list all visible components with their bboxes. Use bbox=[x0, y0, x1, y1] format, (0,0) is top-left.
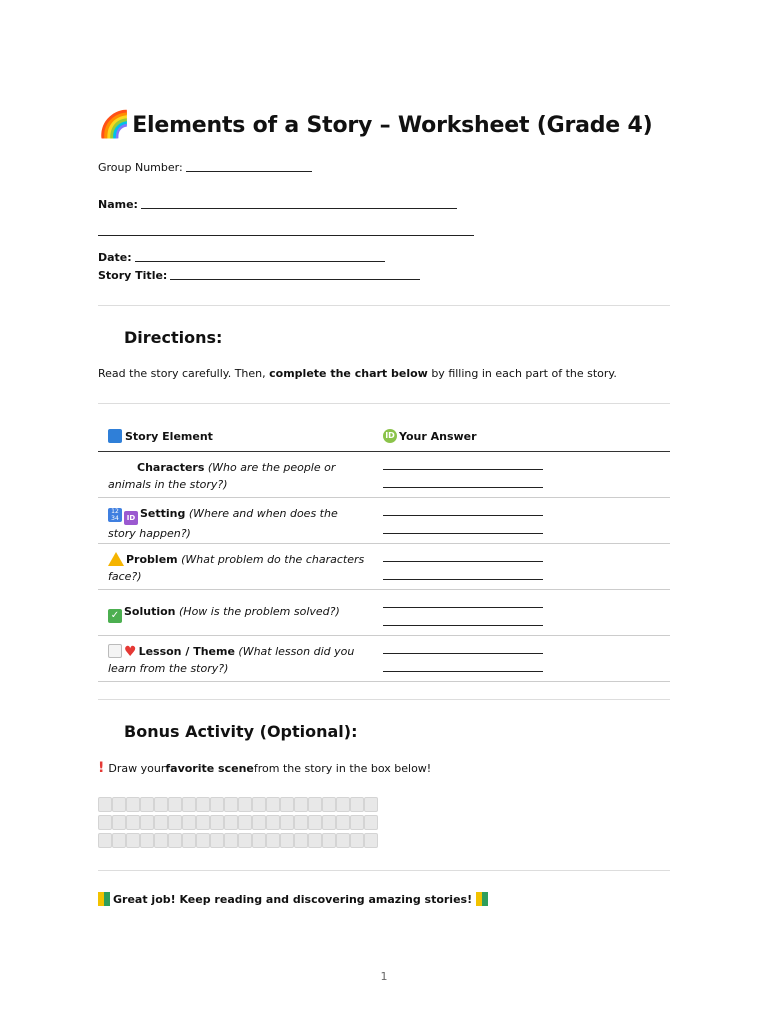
group-number-field bbox=[98, 161, 312, 174]
drawing-box-row bbox=[98, 797, 382, 812]
bonus-text bbox=[98, 760, 431, 776]
row-problem-question bbox=[108, 551, 368, 585]
answer-line[interactable] bbox=[383, 515, 543, 516]
table-header bbox=[98, 424, 670, 452]
drawing-tile bbox=[308, 797, 322, 812]
drawing-tile bbox=[196, 797, 210, 812]
page-number: 1 bbox=[380, 970, 388, 983]
drawing-tile bbox=[224, 833, 238, 848]
drawing-tile bbox=[154, 833, 168, 848]
drawing-tile bbox=[154, 797, 168, 812]
page-title bbox=[98, 110, 652, 140]
drawing-tile bbox=[126, 833, 140, 848]
row-prompt: (What problem do the characters face?) bbox=[108, 553, 365, 583]
rainbow-icon: 🌈 bbox=[98, 110, 131, 140]
row-lesson-question bbox=[108, 643, 368, 677]
drawing-tile bbox=[280, 797, 294, 812]
drawing-tile bbox=[336, 797, 350, 812]
story-elements-table bbox=[98, 424, 670, 682]
name-line[interactable] bbox=[141, 207, 457, 209]
drawing-tile bbox=[322, 797, 336, 812]
group-number-line[interactable] bbox=[186, 170, 312, 172]
drawing-tile bbox=[112, 833, 126, 848]
drawing-tile bbox=[168, 797, 182, 812]
table-row bbox=[98, 498, 670, 544]
drawing-tile bbox=[140, 833, 154, 848]
drawing-tile bbox=[168, 815, 182, 830]
drawing-tile bbox=[252, 815, 266, 830]
bonus-text-start: Draw your bbox=[108, 761, 166, 775]
name-label: Name: bbox=[98, 198, 138, 211]
row-label: Lesson / Theme bbox=[138, 645, 235, 658]
story-title-field bbox=[98, 269, 420, 282]
blue-square-icon bbox=[108, 429, 122, 443]
drawing-tile bbox=[252, 833, 266, 848]
row-label: Setting bbox=[140, 507, 186, 520]
row-characters-question bbox=[108, 459, 368, 493]
drawing-tile bbox=[280, 815, 294, 830]
group-number-label: Group Number: bbox=[98, 161, 183, 174]
drawing-tile bbox=[322, 833, 336, 848]
drawing-tile bbox=[322, 815, 336, 830]
story-title-label: Story Title: bbox=[98, 269, 168, 282]
answer-line[interactable] bbox=[383, 671, 543, 672]
header-your-answer bbox=[383, 429, 477, 443]
divider bbox=[98, 305, 670, 306]
bonus-text-bold: favorite scene bbox=[165, 761, 254, 775]
drawing-tile bbox=[252, 797, 266, 812]
drawing-tile bbox=[126, 815, 140, 830]
drawing-tile bbox=[168, 833, 182, 848]
drawing-box-row bbox=[98, 833, 382, 848]
drawing-tile bbox=[350, 797, 364, 812]
drawing-tile bbox=[126, 797, 140, 812]
drawing-tile bbox=[308, 833, 322, 848]
beginner-leaf-icon bbox=[98, 892, 110, 906]
header-story-element-label: Story Element bbox=[125, 429, 213, 443]
drawing-tile bbox=[364, 833, 378, 848]
drawing-tile bbox=[294, 815, 308, 830]
drawing-tile bbox=[112, 815, 126, 830]
drawing-tile bbox=[266, 833, 280, 848]
drawing-tile bbox=[196, 815, 210, 830]
drawing-tile bbox=[280, 833, 294, 848]
row-label: Problem bbox=[126, 553, 178, 566]
row-label: Solution bbox=[124, 605, 176, 618]
drawing-tile bbox=[98, 833, 112, 848]
bonus-heading: Bonus Activity (Optional): bbox=[124, 722, 358, 741]
drawing-tile bbox=[140, 797, 154, 812]
exclamation-icon: ! bbox=[98, 760, 105, 776]
drawing-tile bbox=[210, 815, 224, 830]
drawing-box[interactable] bbox=[98, 797, 382, 850]
drawing-tile bbox=[238, 797, 252, 812]
divider bbox=[98, 403, 670, 404]
bonus-text-end: from the story in the box below! bbox=[253, 761, 432, 775]
header-story-element bbox=[108, 429, 213, 443]
header-your-answer-label: Your Answer bbox=[399, 429, 477, 443]
table-row bbox=[98, 544, 670, 590]
drawing-tile bbox=[294, 833, 308, 848]
drawing-tile bbox=[140, 815, 154, 830]
page-title-text: Elements of a Story – Worksheet (Grade 4) bbox=[132, 112, 653, 138]
row-solution-question bbox=[108, 603, 368, 623]
name-field bbox=[98, 198, 457, 211]
numbers-icon: 12 34 bbox=[108, 508, 122, 522]
drawing-tile bbox=[266, 815, 280, 830]
drawing-tile bbox=[364, 797, 378, 812]
drawing-tile bbox=[308, 815, 322, 830]
row-label: Characters bbox=[137, 461, 205, 474]
drawing-tile bbox=[224, 815, 238, 830]
drawing-box-row bbox=[98, 815, 382, 830]
warning-icon bbox=[108, 552, 124, 566]
answer-line[interactable] bbox=[383, 469, 543, 470]
drawing-tile bbox=[196, 833, 210, 848]
drawing-tile bbox=[364, 815, 378, 830]
table-row bbox=[98, 636, 670, 682]
check-mark-icon: ✓ bbox=[108, 609, 122, 623]
row-prompt: (Who are the people or animals in the story?) bbox=[108, 461, 336, 491]
green-circle-icon: ID bbox=[383, 429, 397, 443]
answer-line[interactable] bbox=[383, 607, 543, 608]
drawing-tile bbox=[350, 815, 364, 830]
drawing-tile bbox=[154, 815, 168, 830]
row-prompt: (What lesson did you learn from the story?) bbox=[108, 645, 355, 675]
blank-line[interactable] bbox=[98, 234, 474, 236]
divider bbox=[98, 870, 670, 871]
drawing-tile bbox=[112, 797, 126, 812]
drawing-tile bbox=[224, 797, 238, 812]
row-prompt: (How is the problem solved?) bbox=[179, 605, 340, 618]
directions-text-bold: complete the chart below bbox=[269, 367, 428, 380]
encouragement-text: Great job! Keep reading and discovering amazing stories! bbox=[113, 892, 473, 906]
directions-text bbox=[98, 367, 617, 380]
heart-icon: ♥ bbox=[124, 644, 137, 660]
answer-line[interactable] bbox=[383, 533, 543, 534]
table-row bbox=[98, 590, 670, 636]
encouragement-note bbox=[98, 892, 491, 906]
date-line[interactable] bbox=[135, 260, 385, 262]
answer-line[interactable] bbox=[383, 561, 543, 562]
directions-text-end: by filling in each part of the story. bbox=[427, 367, 617, 380]
drawing-tile bbox=[210, 797, 224, 812]
drawing-tile bbox=[336, 815, 350, 830]
drawing-tile bbox=[336, 833, 350, 848]
table-row bbox=[98, 452, 670, 498]
story-title-line[interactable] bbox=[170, 278, 420, 280]
drawing-tile bbox=[182, 833, 196, 848]
drawing-tile bbox=[98, 815, 112, 830]
answer-line[interactable] bbox=[383, 653, 543, 654]
drawing-tile bbox=[350, 833, 364, 848]
row-setting-question bbox=[108, 505, 368, 542]
beginner-leaf-icon bbox=[476, 892, 488, 906]
directions-heading: Directions: bbox=[124, 328, 223, 347]
row-prompt: (Where and when does the story happen?) bbox=[108, 507, 338, 540]
answer-line[interactable] bbox=[383, 625, 543, 626]
drawing-tile bbox=[238, 833, 252, 848]
drawing-tile bbox=[210, 833, 224, 848]
id-icon: ID bbox=[124, 511, 138, 525]
date-label: Date: bbox=[98, 251, 132, 264]
answer-line[interactable] bbox=[383, 579, 543, 580]
drawing-tile bbox=[98, 797, 112, 812]
drawing-tile bbox=[266, 797, 280, 812]
divider bbox=[98, 699, 670, 700]
directions-text-start: Read the story carefully. Then, bbox=[98, 367, 270, 380]
date-field bbox=[98, 251, 385, 264]
drawing-tile bbox=[182, 797, 196, 812]
drawing-tile bbox=[294, 797, 308, 812]
drawing-tile bbox=[238, 815, 252, 830]
white-square-icon bbox=[108, 644, 122, 658]
blank-line-field bbox=[98, 234, 474, 238]
answer-line[interactable] bbox=[383, 487, 543, 488]
drawing-tile bbox=[182, 815, 196, 830]
